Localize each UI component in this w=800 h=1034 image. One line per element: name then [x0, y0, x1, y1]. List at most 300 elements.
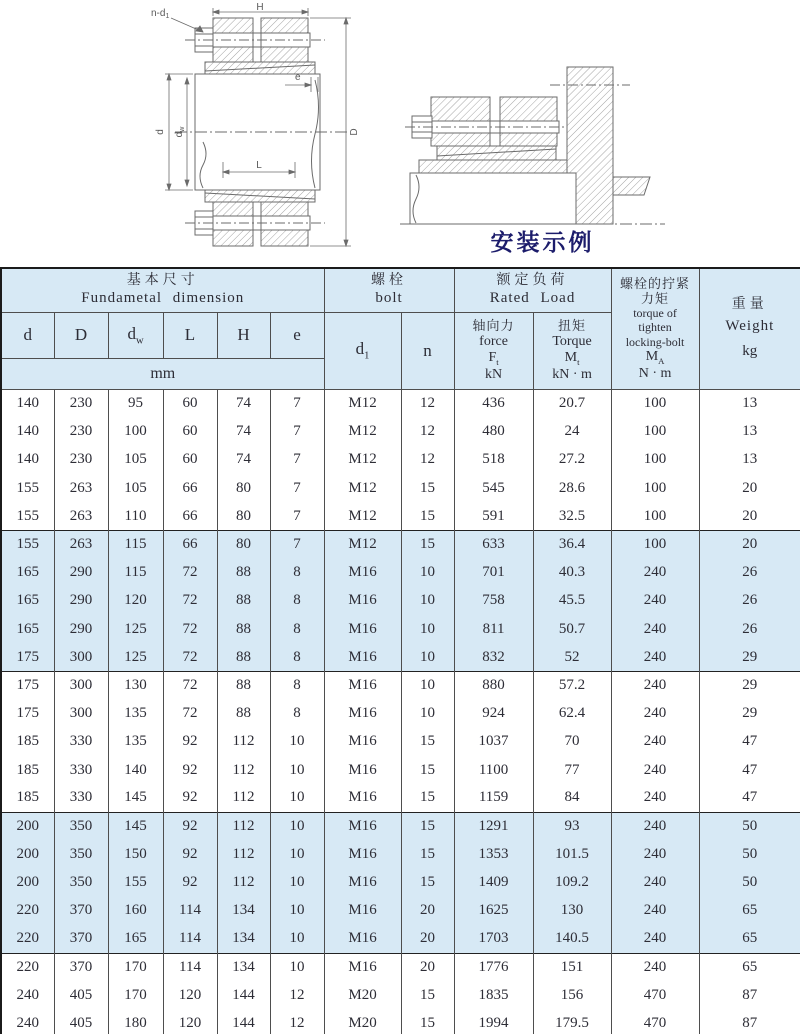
table-cell: 65 [699, 953, 800, 981]
table-cell: 140 [1, 418, 54, 446]
table-cell: 470 [611, 1010, 699, 1034]
table-cell: 130 [533, 897, 611, 925]
table-cell: 10 [401, 587, 454, 615]
table-cell: 7 [270, 390, 324, 418]
table-cell: 15 [401, 981, 454, 1009]
table-cell: 140 [1, 390, 54, 418]
table-cell: 230 [54, 446, 108, 474]
table-cell: 92 [163, 812, 217, 840]
table-cell: 15 [401, 502, 454, 530]
table-cell: 350 [54, 869, 108, 897]
table-cell: 74 [217, 446, 270, 474]
table-cell: M12 [324, 418, 401, 446]
table-cell: 8 [270, 615, 324, 643]
table-cell: 330 [54, 784, 108, 812]
table-cell: 20 [401, 953, 454, 981]
table-cell: 80 [217, 502, 270, 530]
table-cell: 66 [163, 474, 217, 502]
table-cell: 8 [270, 559, 324, 587]
table-cell: 263 [54, 530, 108, 558]
table-cell: 114 [163, 925, 217, 953]
table-cell: 65 [699, 897, 800, 925]
table-cell: 300 [54, 700, 108, 728]
table-row [1, 925, 800, 953]
table-cell: 15 [401, 474, 454, 502]
table-cell: 45.5 [533, 587, 611, 615]
col-d1: $d_1$ [324, 313, 401, 390]
table-cell: 13 [699, 418, 800, 446]
table-cell: 135 [108, 728, 163, 756]
dim-H-label: H [256, 2, 264, 13]
table-cell: 20 [699, 474, 800, 502]
table-row [1, 390, 800, 418]
table-cell: 24 [533, 418, 611, 446]
table-cell: 36.4 [533, 530, 611, 558]
table-cell: 100 [611, 446, 699, 474]
bolt-callout-label: $n-d_1$ [151, 8, 170, 20]
table-cell: 160 [108, 897, 163, 925]
table-cell: 263 [54, 502, 108, 530]
table-cell: 436 [454, 390, 533, 418]
table-cell: 112 [217, 869, 270, 897]
table-cell: 10 [401, 559, 454, 587]
table-cell: 290 [54, 587, 108, 615]
table-cell: 50 [699, 812, 800, 840]
dimension-table [0, 267, 800, 1034]
table-cell: 240 [611, 869, 699, 897]
table-cell: M16 [324, 587, 401, 615]
table-cell: 101.5 [533, 841, 611, 869]
table-cell: 350 [54, 841, 108, 869]
table-cell: 230 [54, 390, 108, 418]
table-cell: 135 [108, 700, 163, 728]
table-cell: 125 [108, 615, 163, 643]
table-cell: 26 [699, 587, 800, 615]
table-cell: 240 [611, 587, 699, 615]
table-cell: 50 [699, 841, 800, 869]
table-cell: 27.2 [533, 446, 611, 474]
table-row [1, 615, 800, 643]
table-cell: 701 [454, 559, 533, 587]
table-cell: 50.7 [533, 615, 611, 643]
flange-foot [613, 177, 650, 195]
table-cell: 29 [699, 671, 800, 699]
header-rated-load: 额定负荷 Rated Load [454, 268, 611, 313]
table-cell: M16 [324, 869, 401, 897]
col-axial-force: 轴向力 force $F_t$ kN [454, 313, 533, 390]
table-cell: 112 [217, 728, 270, 756]
table-cell: 8 [270, 671, 324, 699]
table-cell: 32.5 [533, 502, 611, 530]
table-cell: 165 [1, 559, 54, 587]
dim-dw-label: $d_w$ [174, 126, 186, 138]
table-cell: 220 [1, 953, 54, 981]
table-cell: 7 [270, 530, 324, 558]
table-cell: 220 [1, 925, 54, 953]
table-cell: 15 [401, 1010, 454, 1034]
table-cell: 240 [611, 841, 699, 869]
table-cell: 105 [108, 474, 163, 502]
table-cell: 518 [454, 446, 533, 474]
table-cell: M16 [324, 756, 401, 784]
table-cell: 110 [108, 502, 163, 530]
table-cell: 100 [611, 502, 699, 530]
table-cell: 66 [163, 502, 217, 530]
hub-sleeve [419, 160, 567, 173]
col-torque: 扭矩 Torque $M_t$ kN · m [533, 313, 611, 390]
table-row [1, 446, 800, 474]
table-cell: 13 [699, 446, 800, 474]
table-cell: 109.2 [533, 869, 611, 897]
table-cell: 77 [533, 756, 611, 784]
header-weight: 重量 Weight kg [699, 268, 800, 390]
col-n: n [401, 313, 454, 390]
table-cell: 470 [611, 981, 699, 1009]
table-cell: 57.2 [533, 671, 611, 699]
table-cell: 100 [108, 418, 163, 446]
table-cell: 240 [611, 756, 699, 784]
table-cell: 263 [54, 474, 108, 502]
table-cell: 10 [270, 953, 324, 981]
header-locking-torque: 螺栓的拧紧 力矩 torque of tighten locking-bolt $M_A$ N · m [611, 268, 699, 390]
table-cell: 12 [401, 446, 454, 474]
table-cell: 15 [401, 530, 454, 558]
table-cell: 175 [1, 671, 54, 699]
table-cell: 1409 [454, 869, 533, 897]
table-cell: 60 [163, 418, 217, 446]
table-cell: 10 [270, 925, 324, 953]
table-cell: M12 [324, 446, 401, 474]
col-L: L [163, 313, 217, 359]
table-cell: 125 [108, 643, 163, 671]
table-cell: 300 [54, 671, 108, 699]
table-cell: 200 [1, 869, 54, 897]
table-cell: 155 [1, 474, 54, 502]
dim-L-label: L [256, 160, 262, 171]
table-cell: 88 [217, 643, 270, 671]
table-cell: 66 [163, 530, 217, 558]
unit-mm: mm [1, 359, 324, 390]
table-cell: 26 [699, 615, 800, 643]
table-cell: 1625 [454, 897, 533, 925]
table-cell: 924 [454, 700, 533, 728]
table-cell: 72 [163, 615, 217, 643]
table-row [1, 1010, 800, 1034]
table-cell: M16 [324, 841, 401, 869]
table-cell: 290 [54, 615, 108, 643]
table-cell: 13 [699, 390, 800, 418]
table-row [1, 812, 800, 840]
table-cell: 144 [217, 1010, 270, 1034]
table-cell: 60 [163, 390, 217, 418]
table-body [1, 390, 800, 1034]
table-cell: 60 [163, 446, 217, 474]
table-cell: 15 [401, 728, 454, 756]
table-cell: 10 [270, 897, 324, 925]
table-cell: 156 [533, 981, 611, 1009]
table-cell: 93 [533, 812, 611, 840]
table-cell: 200 [1, 841, 54, 869]
table-cell: 62.4 [533, 700, 611, 728]
table-cell: 230 [54, 418, 108, 446]
table-cell: 240 [611, 812, 699, 840]
col-dw: $d_w$ [108, 313, 163, 359]
table-cell: 112 [217, 784, 270, 812]
table-cell: M12 [324, 530, 401, 558]
table-cell: 811 [454, 615, 533, 643]
table-cell: 151 [533, 953, 611, 981]
table-cell: 114 [163, 953, 217, 981]
table-cell: 80 [217, 474, 270, 502]
table-cell: 88 [217, 615, 270, 643]
table-row [1, 418, 800, 446]
table-cell: 480 [454, 418, 533, 446]
col-H: H [217, 313, 270, 359]
table-cell: 240 [1, 981, 54, 1009]
table-cell: M16 [324, 953, 401, 981]
table-cell: M12 [324, 502, 401, 530]
table-cell: 20 [699, 502, 800, 530]
table-cell: 20 [401, 925, 454, 953]
table-cell: 120 [108, 587, 163, 615]
table-cell: 72 [163, 671, 217, 699]
table-cell: 180 [108, 1010, 163, 1034]
table-row [1, 530, 800, 558]
table-cell: 165 [108, 925, 163, 953]
table-cell: 8 [270, 643, 324, 671]
table-cell: 47 [699, 728, 800, 756]
table-cell: 1291 [454, 812, 533, 840]
table-cell: 120 [163, 1010, 217, 1034]
table-cell: 155 [1, 530, 54, 558]
table-cell: 633 [454, 530, 533, 558]
table-cell: 112 [217, 756, 270, 784]
table-cell: 165 [1, 587, 54, 615]
table-cell: 115 [108, 559, 163, 587]
dim-d-label: d [155, 129, 166, 135]
table-row [1, 869, 800, 897]
table-cell: 84 [533, 784, 611, 812]
table-cell: 20 [401, 897, 454, 925]
table-header [1, 268, 800, 390]
table-cell: 92 [163, 728, 217, 756]
table-cell: 10 [401, 671, 454, 699]
table-cell: 175 [1, 700, 54, 728]
table-cell: 240 [611, 643, 699, 671]
table-cell: 29 [699, 700, 800, 728]
table-cell: 758 [454, 587, 533, 615]
table-cell: 155 [1, 502, 54, 530]
table-cell: 150 [108, 841, 163, 869]
table-row [1, 671, 800, 699]
table-cell: 88 [217, 587, 270, 615]
table-cell: 1703 [454, 925, 533, 953]
table-cell: 240 [611, 700, 699, 728]
table-cell: 15 [401, 756, 454, 784]
dim-e-label: e [295, 72, 301, 83]
table-cell: 140 [1, 446, 54, 474]
table-cell: M16 [324, 559, 401, 587]
table-cell: 545 [454, 474, 533, 502]
table-row [1, 981, 800, 1009]
table-cell: 26 [699, 559, 800, 587]
table-cell: 240 [611, 671, 699, 699]
table-cell: 50 [699, 869, 800, 897]
table-cell: 15 [401, 841, 454, 869]
table-cell: M16 [324, 700, 401, 728]
table-cell: 134 [217, 897, 270, 925]
table-cell: 7 [270, 446, 324, 474]
table-cell: 52 [533, 643, 611, 671]
table-cell: 370 [54, 925, 108, 953]
table-cell: 145 [108, 812, 163, 840]
table-cell: 240 [611, 728, 699, 756]
table-cell: 88 [217, 559, 270, 587]
table-cell: 330 [54, 756, 108, 784]
col-e: e [270, 313, 324, 359]
table-cell: 92 [163, 841, 217, 869]
table-cell: 134 [217, 953, 270, 981]
table-cell: 140 [108, 756, 163, 784]
table-cell: M12 [324, 474, 401, 502]
table-cell: 100 [611, 390, 699, 418]
table-cell: 114 [163, 897, 217, 925]
table-cell: 80 [217, 530, 270, 558]
table-cell: 832 [454, 643, 533, 671]
table-cell: 240 [611, 925, 699, 953]
table-row [1, 559, 800, 587]
table-cell: 165 [1, 615, 54, 643]
table-cell: M20 [324, 1010, 401, 1034]
table-cell: 179.5 [533, 1010, 611, 1034]
table-cell: 92 [163, 756, 217, 784]
table-cell: 95 [108, 390, 163, 418]
table-cell: 120 [163, 981, 217, 1009]
table-cell: 1835 [454, 981, 533, 1009]
table-cell: 88 [217, 671, 270, 699]
table-cell: 10 [270, 756, 324, 784]
table-cell: M20 [324, 981, 401, 1009]
table-cell: 7 [270, 474, 324, 502]
table-row [1, 953, 800, 981]
table-row [1, 897, 800, 925]
table-cell: 10 [270, 869, 324, 897]
table-cell: 100 [611, 474, 699, 502]
table-cell: 240 [611, 897, 699, 925]
table-cell: 1776 [454, 953, 533, 981]
table-cell: 405 [54, 1010, 108, 1034]
table-row [1, 841, 800, 869]
table-cell: 370 [54, 897, 108, 925]
header-basic-dimension: 基本尺寸 Fundametal dimension [1, 268, 324, 313]
table-cell: 8 [270, 700, 324, 728]
table-cell: M16 [324, 897, 401, 925]
table-cell: 20 [699, 530, 800, 558]
table-cell: M16 [324, 643, 401, 671]
table-cell: 105 [108, 446, 163, 474]
table-cell: 300 [54, 643, 108, 671]
table-cell: M12 [324, 390, 401, 418]
table-cell: 100 [611, 530, 699, 558]
table-cell: M16 [324, 728, 401, 756]
table-cell: 72 [163, 700, 217, 728]
table-cell: 1353 [454, 841, 533, 869]
table-cell: 1159 [454, 784, 533, 812]
table-cell: 12 [401, 390, 454, 418]
table-cell: 74 [217, 390, 270, 418]
table-cell: 1037 [454, 728, 533, 756]
table-cell: 74 [217, 418, 270, 446]
table-cell: 15 [401, 784, 454, 812]
table-cell: 70 [533, 728, 611, 756]
table-cell: 10 [401, 615, 454, 643]
table-cell: 170 [108, 981, 163, 1009]
table-cell: 185 [1, 784, 54, 812]
table-cell: 240 [611, 615, 699, 643]
table-cell: M16 [324, 671, 401, 699]
table-cell: 92 [163, 869, 217, 897]
table-cell: 87 [699, 981, 800, 1009]
table-cell: 880 [454, 671, 533, 699]
table-cell: 40.3 [533, 559, 611, 587]
table-row [1, 643, 800, 671]
table-cell: 12 [270, 981, 324, 1009]
table-cell: 1994 [454, 1010, 533, 1034]
table-cell: 15 [401, 812, 454, 840]
dim-D-label: D [349, 128, 360, 136]
table-row [1, 784, 800, 812]
table-cell: 185 [1, 756, 54, 784]
table-cell: 72 [163, 587, 217, 615]
table-cell: 10 [270, 812, 324, 840]
table-cell: 115 [108, 530, 163, 558]
table-cell: 145 [108, 784, 163, 812]
table-cell: 405 [54, 981, 108, 1009]
table-cell: 47 [699, 784, 800, 812]
table-cell: 170 [108, 953, 163, 981]
table-cell: 591 [454, 502, 533, 530]
table-cell: 12 [270, 1010, 324, 1034]
table-cell: M16 [324, 615, 401, 643]
col-D: D [54, 313, 108, 359]
table-cell: 155 [108, 869, 163, 897]
table-cell: 144 [217, 981, 270, 1009]
col-d: d [1, 313, 54, 359]
table-cell: 112 [217, 841, 270, 869]
table-row [1, 587, 800, 615]
table-cell: 47 [699, 756, 800, 784]
table-cell: 240 [611, 559, 699, 587]
table-cell: 220 [1, 897, 54, 925]
table-cell: M16 [324, 812, 401, 840]
table-cell: 12 [401, 418, 454, 446]
table-cell: 7 [270, 418, 324, 446]
table-cell: 72 [163, 559, 217, 587]
table-cell: 20.7 [533, 390, 611, 418]
header-bolt: 螺栓 bolt [324, 268, 454, 313]
table-cell: 290 [54, 559, 108, 587]
table-cell: 72 [163, 643, 217, 671]
table-cell: 10 [270, 728, 324, 756]
table-cell: 200 [1, 812, 54, 840]
table-row [1, 756, 800, 784]
section-drawing [125, 2, 395, 260]
table-cell: 112 [217, 812, 270, 840]
table-cell: 130 [108, 671, 163, 699]
table-row [1, 502, 800, 530]
table-cell: 92 [163, 784, 217, 812]
table-cell: 65 [699, 925, 800, 953]
